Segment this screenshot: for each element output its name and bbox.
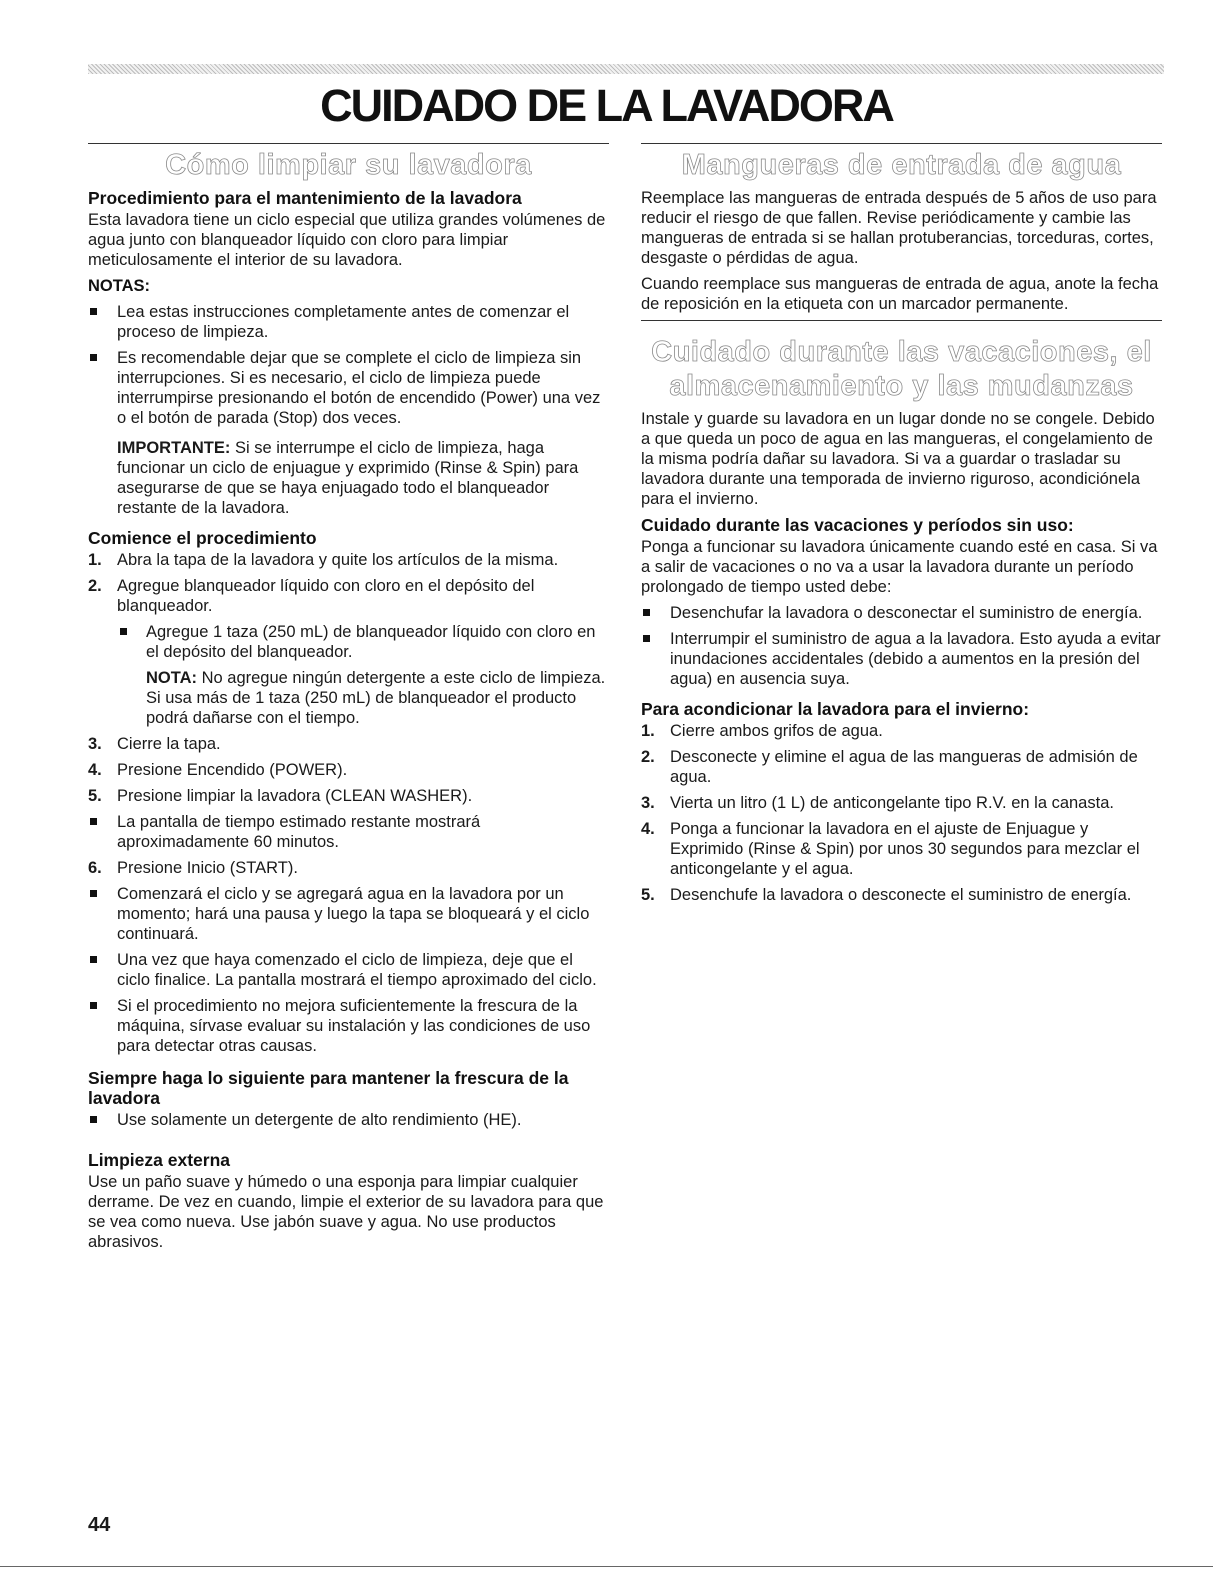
section-heading-cleaning: Cómo limpiar su lavadora <box>165 149 532 181</box>
step-5: 5. Presione limpiar la lavadora (CLEAN WASHER). <box>88 787 473 805</box>
decorative-band <box>88 64 1164 74</box>
winter-step-1: 1. Cierre ambos grifos de agua. <box>641 722 883 740</box>
always-title: Siempre haga lo siguiente para mantener la frescura de la lavadora <box>88 1068 569 1108</box>
vacation-care-paragraph: Ponga a funcionar su lavadora únicamente cuando esté en casa. Si va a salir de vacaciones o no va a usar la lavadora durante un período prolongado de tiempo usted debe: <box>641 538 1158 596</box>
list-item: Comenzará el ciclo y se agregará agua en la lavadora por un momento; hará una pausa y luego la tapa se bloqueará y el ciclo continuará. <box>88 884 609 944</box>
list-item: La pantalla de tiempo estimado restante mostrará aproximadamente 60 minutos. <box>88 812 609 852</box>
step-text: Presione Encendido (POWER). <box>117 761 348 779</box>
step-text: Desconecte y elimine el agua de las mangueras de admisión de agua. <box>670 748 1138 786</box>
step-text: Agregue blanqueador líquido con cloro en el depósito del blanqueador. <box>117 577 535 615</box>
section-rule <box>641 320 1162 321</box>
list-item: Lea estas instrucciones completamente antes de comenzar el proceso de limpieza. <box>88 302 609 342</box>
procedure-text: Esta lavadora tiene un ciclo especial que utiliza grandes volúmenes de agua junto con blanqueador líquido con cloro para limpiar meticulosamente el interior de su lavadora. <box>88 211 606 269</box>
list-item: Use solamente un detergente de alto rendimiento (HE). <box>88 1110 609 1130</box>
nota-note <box>88 668 609 728</box>
section-rule <box>641 143 1162 144</box>
step-1: 1. Abra la tapa de la lavadora y quite los artículos de la misma. <box>88 551 559 569</box>
step-text: Vierta un litro (1 L) de anticongelante tipo R.V. en la canasta. <box>670 794 1114 812</box>
step-text: Cierre la tapa. <box>117 735 221 753</box>
step-3: 3. Cierre la tapa. <box>88 735 221 753</box>
left-column <box>88 143 609 1252</box>
step-text: Presione Inicio (START). <box>117 859 298 877</box>
list-item: Agregue 1 taza (250 mL) de blanqueador líquido con cloro en el depósito del blanqueador. <box>88 622 609 662</box>
hoses-paragraph-2: Cuando reemplace sus mangueras de entrada de agua, anote la fecha de reposición en la etiqueta con un marcador permanente. <box>641 275 1159 313</box>
heading-line: Cuidado durante las vacaciones, el <box>651 336 1152 368</box>
step-text: Cierre ambos grifos de agua. <box>670 722 883 740</box>
winter-step-4: 4. Ponga a funcionar la lavadora en el ajuste de Enjuague y Exprimido (Rinse & Spin) por unos 30 segundos para mezclar el anticongelante y el agua. <box>641 820 1140 878</box>
step-text: Abra la tapa de la lavadora y quite los artículos de la misma. <box>117 551 559 569</box>
step-2: 2. Agregue blanqueador líquido con cloro en el depósito del blanqueador. <box>88 577 535 615</box>
list-item: Es recomendable dejar que se complete el ciclo de limpieza sin interrupciones. Si es necesario, el ciclo de limpieza puede interrumpirse presionando el botón de encendido (Power) una vez o el botón de parada (Stop) dos veces. <box>88 348 609 428</box>
vacation-care-title: Cuidado durante las vacaciones y períodos sin uso: <box>641 515 1074 535</box>
list-item: Interrumpir el suministro de agua a la lavadora. Esto ayuda a evitar inundaciones accidentales (debido a aumentos en la presión del agua) en ausencia suya. <box>641 629 1162 689</box>
external-cleaning-title: Limpieza externa <box>88 1150 230 1170</box>
section-rule <box>88 143 609 144</box>
winter-step-5: 5. Desenchufe la lavadora o desconecte el suministro de energía. <box>641 886 1132 904</box>
section-heading-hoses: Mangueras de entrada de agua <box>681 149 1122 181</box>
winter-step-2: 2. Desconecte y elimine el agua de las mangueras de admisión de agua. <box>641 748 1138 786</box>
vacation-paragraph: Instale y guarde su lavadora en un lugar donde no se congele. Debido a que queda un poco de agua en las mangueras, el congelamiento de la misma podría dañar su lavadora. Si va a guardar o trasladar su lavadora durante una temporada de invierno riguroso, acondiciónela para el invierno. <box>641 410 1155 508</box>
important-text: Si se interrumpe el ciclo de limpieza, haga funcionar un ciclo de enjuague y exprimido (Rinse & Spin) para asegurarse de que se haya enjuagado todo el blanqueador restante de la lavadora. <box>117 439 579 517</box>
nota-text: No agregue ningún detergente a este ciclo de limpieza. Si usa más de 1 taza (250 mL) de blanqueador el producto podrá dañarse con el tiempo. <box>146 669 606 727</box>
page-title: CUIDADO DE LA LAVADORA <box>320 80 893 131</box>
external-cleaning-text: Use un paño suave y húmedo o una esponja para limpiar cualquier derrame. De vez en cuando, limpie el exterior de su lavadora para que se vea como nueva. Use jabón suave y agua. No use productos abrasivos. <box>88 1173 604 1251</box>
important-label: IMPORTANTE: <box>117 439 231 457</box>
important-note <box>88 438 609 518</box>
winter-title: Para acondicionar la lavadora para el invierno: <box>641 699 1030 719</box>
step-text: Desenchufe la lavadora o desconecte el suministro de energía. <box>670 886 1132 904</box>
notes-label: NOTAS: <box>88 277 151 295</box>
procedure-title: Procedimiento para el mantenimiento de la lavadora <box>88 188 522 208</box>
winter-step-3: 3. Vierta un litro (1 L) de anticongelante tipo R.V. en la canasta. <box>641 794 1114 812</box>
list-item: Desenchufar la lavadora o desconectar el suministro de energía. <box>641 603 1162 623</box>
nota-label: NOTA: <box>146 669 198 687</box>
step-4: 4. Presione Encendido (POWER). <box>88 761 348 779</box>
step-6: 6. Presione Inicio (START). <box>88 859 298 877</box>
step-text: Ponga a funcionar la lavadora en el ajuste de Enjuague y Exprimido (Rinse & Spin) por unos 30 segundos para mezclar el anticongelante y el agua. <box>670 820 1140 878</box>
bottom-rule <box>0 1566 1213 1567</box>
list-item: Si el procedimiento no mejora suficientemente la frescura de la máquina, sírvase evaluar su instalación y las condiciones de uso para detectar otras causas. <box>88 996 609 1056</box>
heading-line: almacenamiento y las mudanzas <box>669 370 1134 402</box>
section-heading-vacation <box>641 335 1162 403</box>
list-item: Una vez que haya comenzado el ciclo de limpieza, deje que el ciclo finalice. La pantalla mostrará el tiempo aproximado del ciclo. <box>88 950 609 990</box>
begin-procedure-title: Comience el procedimiento <box>88 528 317 548</box>
step-text: Presione limpiar la lavadora (CLEAN WASHER). <box>117 787 473 805</box>
right-column <box>641 143 1162 905</box>
hoses-paragraph-1: Reemplace las mangueras de entrada después de 5 años de uso para reducir el riesgo de que fallen. Revise periódicamente y cambie las mangueras de entrada si se hallan protuberancias, torceduras, cortes, desgaste o pérdidas de agua. <box>641 189 1157 267</box>
page-number: 44 <box>88 1514 111 1536</box>
